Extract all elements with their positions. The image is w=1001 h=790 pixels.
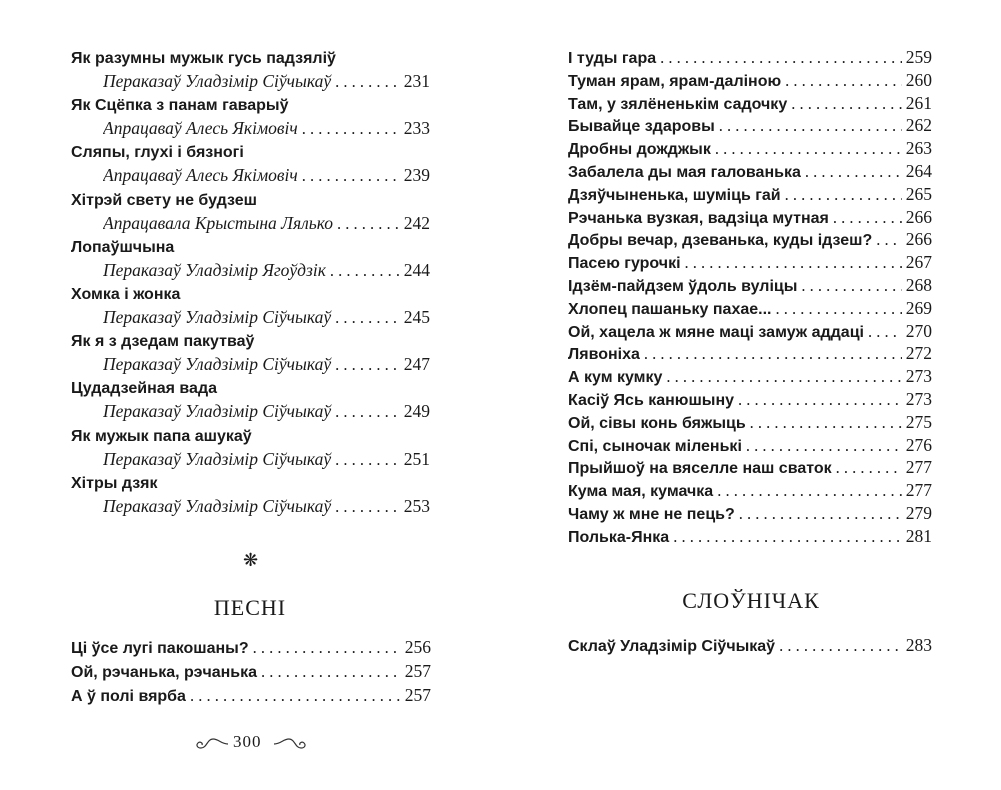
dot-leader — [779, 635, 902, 657]
tale-credit-row[interactable] — [103, 495, 430, 518]
song-toc-row-label: Спі, сыночак міленькі — [568, 437, 742, 455]
song-toc-row[interactable] — [568, 388, 932, 412]
song-toc-row[interactable] — [71, 684, 431, 708]
song-toc-row[interactable] — [71, 636, 431, 660]
song-toc-row-page: 257 — [404, 685, 431, 705]
dot-leader — [876, 229, 902, 251]
song-toc-row-page: 264 — [905, 161, 932, 181]
song-toc-row[interactable] — [568, 297, 932, 321]
song-toc-row[interactable] — [568, 183, 932, 207]
tale-title[interactable]: Як разумны мужык гусь падзяліў — [71, 50, 336, 67]
dot-leader — [253, 637, 401, 659]
song-toc-row-page: 267 — [905, 252, 932, 273]
tale-credit-row-page: 249 — [403, 401, 430, 422]
dot-leader — [785, 70, 902, 92]
song-toc-row[interactable] — [568, 69, 932, 93]
tale-credit-row-page: 233 — [403, 118, 430, 139]
song-toc-row-page: 281 — [905, 525, 932, 546]
song-toc-row-label: А кум кумку — [568, 369, 663, 387]
tale-credit-row-label: Апрацаваў Алесь Якімовіч — [103, 165, 298, 186]
tale-credit-row[interactable] — [103, 400, 430, 423]
dot-leader — [335, 449, 400, 471]
dot-leader — [791, 93, 902, 115]
song-toc-row[interactable] — [568, 46, 932, 70]
song-toc-row-page: 265 — [905, 183, 932, 204]
tale-credit-row-label: Пераказаў Уладзімір Сіўчыкаў — [103, 354, 332, 375]
song-toc-row-page: 270 — [905, 320, 932, 341]
song-toc-row-label: Лявоніха — [568, 346, 640, 364]
dot-leader — [785, 184, 902, 206]
song-toc-row[interactable] — [568, 525, 932, 549]
song-toc-row[interactable] — [568, 137, 932, 161]
tale-title[interactable]: Хітры дзяк — [71, 474, 158, 492]
dot-leader — [750, 412, 902, 434]
tale-credit-row-label: Апрацавала Крыстына Лялько — [103, 212, 333, 233]
song-toc-row-label: Туман ярам, ярам-даліною — [568, 72, 782, 90]
song-toc-row-page: 266 — [905, 229, 932, 250]
song-toc-row-page: 263 — [905, 138, 932, 159]
song-toc-row-label: Чаму ж мне не пець? — [568, 506, 735, 523]
song-toc-row-page: 273 — [905, 366, 932, 387]
song-toc-row[interactable] — [568, 502, 932, 526]
glossary-author: Склаў Уладзімір Сіўчыкаў — [568, 638, 776, 655]
song-toc-row[interactable] — [568, 365, 932, 389]
song-toc-row-label: Ідзём-пайдзем ўдоль вуліцы — [568, 278, 798, 295]
song-toc-row-label: Забалела ды мая галованька — [568, 164, 801, 181]
tale-credit-row[interactable] — [103, 306, 430, 329]
song-toc-row-page: 256 — [404, 637, 431, 657]
dot-leader — [337, 213, 400, 235]
dot-leader — [868, 321, 902, 343]
right-flourish-icon — [273, 738, 307, 750]
tale-title[interactable]: Лопаўшчына — [71, 238, 175, 256]
tale-credit-row-page: 253 — [403, 495, 430, 516]
song-toc-row[interactable] — [568, 434, 932, 458]
song-toc-row-label: А ў полі вярба — [71, 688, 186, 705]
song-toc-row-label: Дзяўчыненька, шуміць гай — [568, 186, 781, 204]
dot-leader — [302, 165, 400, 187]
song-toc-row-label: Дробны дожджык — [568, 141, 711, 159]
tale-credit-row-page: 251 — [403, 448, 430, 469]
tale-title[interactable]: Хітрэй свету не будзеш — [71, 191, 257, 209]
song-toc-row[interactable] — [568, 92, 932, 116]
tale-credit-row-label: Пераказаў Уладзімір Ягоўдзік — [103, 259, 326, 280]
tale-credit-row[interactable] — [103, 353, 430, 376]
tale-title[interactable]: Цудадзейная вада — [71, 380, 217, 398]
glossary-toc-row[interactable] — [568, 634, 932, 658]
song-toc-row-label: Ой, хацела ж мяне маці замуж аддаці — [568, 323, 864, 341]
tale-credit-row-label: Апрацаваў Алесь Якімовіч — [103, 118, 298, 139]
song-toc-row-label: Ой, сівы конь бяжыць — [568, 414, 746, 432]
dot-leader — [335, 307, 400, 329]
song-toc-row[interactable] — [568, 342, 932, 366]
flower-ornament-icon: ❋ — [243, 550, 259, 571]
left-page — [0, 0, 500, 790]
song-toc-row[interactable] — [568, 479, 932, 503]
song-toc-row-page: 262 — [905, 115, 932, 136]
song-toc-row[interactable] — [568, 456, 932, 480]
song-toc-row[interactable] — [568, 206, 932, 230]
tale-title[interactable]: Хомка і жонка — [71, 286, 181, 303]
song-toc-row[interactable] — [568, 160, 932, 184]
page-number: 300 — [233, 732, 262, 751]
tale-credit-row-label: Пераказаў Уладзімір Сіўчыкаў — [103, 71, 332, 91]
song-toc-row[interactable] — [568, 411, 932, 435]
song-toc-row-page: 275 — [905, 411, 932, 432]
song-toc-row-page: 272 — [905, 343, 932, 364]
song-toc-row-page: 279 — [905, 503, 932, 523]
song-toc-row-label: Рэчанька вузкая, вадзіца мутная — [568, 209, 829, 227]
dot-leader — [335, 71, 400, 93]
song-toc-row-label: Прыйшоў на вяселле наш сваток — [568, 460, 832, 478]
glossary-page: 283 — [905, 635, 932, 655]
song-toc-row-label: Там, у зялёненькім садочку — [568, 95, 788, 113]
song-toc-row-label: Кума мая, кумачка — [568, 483, 714, 501]
song-toc-row[interactable] — [71, 660, 431, 684]
tale-credit-row-label: Пераказаў Уладзімір Сіўчыкаў — [103, 307, 332, 327]
songs-heading: ПЕСНІ — [213, 595, 287, 620]
tale-credit-row-page: 231 — [403, 71, 430, 91]
dot-leader — [644, 343, 902, 365]
dot-leader — [833, 207, 902, 229]
right-page — [501, 0, 1001, 790]
dot-leader — [190, 685, 401, 707]
dot-leader — [335, 354, 400, 376]
tale-credit-row[interactable] — [103, 259, 430, 282]
song-toc-row-page: 277 — [905, 457, 932, 478]
dot-leader — [719, 115, 902, 137]
song-toc-row-page: 261 — [905, 92, 932, 113]
dot-leader — [261, 661, 401, 683]
dot-leader — [739, 503, 902, 525]
tale-credit-row-page: 245 — [403, 307, 430, 327]
tale-credit-row-label: Пераказаў Уладзімір Сіўчыкаў — [103, 448, 332, 469]
song-toc-row-page: 259 — [905, 47, 932, 67]
dot-leader — [666, 366, 901, 388]
dot-leader — [685, 252, 902, 274]
song-toc-row-label: Ці ўсе лугі пакошаны? — [71, 640, 249, 657]
song-toc-row-page: 276 — [905, 434, 932, 455]
song-toc-row-page: 266 — [905, 206, 932, 227]
tale-credit-row[interactable] — [103, 70, 430, 93]
song-toc-row[interactable] — [568, 320, 932, 344]
dot-leader — [660, 47, 902, 69]
dot-leader — [738, 389, 902, 411]
song-toc-row[interactable] — [568, 251, 932, 275]
song-toc-row-label: Бывайце здаровы — [568, 118, 715, 136]
dot-leader — [302, 118, 400, 140]
song-toc-row-label: Ой, рэчанька, рэчанька — [71, 664, 258, 681]
dot-leader — [330, 260, 400, 282]
song-toc-row-page: 268 — [905, 275, 932, 295]
song-toc-row-label: Пасею гурочкі — [568, 255, 681, 273]
tale-credit-row[interactable] — [103, 212, 430, 235]
tale-credit-row-page: 242 — [403, 212, 430, 233]
song-toc-row-label: Хлопец пашаньку пахае... — [568, 300, 772, 318]
tale-credit-row-page: 239 — [403, 165, 430, 186]
song-toc-row-label: Касіў Ясь канюшыну — [568, 392, 735, 409]
dot-leader — [836, 457, 902, 479]
dot-leader — [746, 435, 902, 457]
song-toc-row-label: Полька-Янка — [568, 528, 670, 546]
song-toc-row-page: 277 — [905, 480, 932, 501]
tale-credit-row-page: 247 — [403, 354, 430, 375]
page-footer — [195, 732, 307, 756]
tale-credit-row-label: Пераказаў Уладзімір Сіўчыкаў — [103, 401, 332, 422]
song-toc-row-page: 257 — [404, 661, 431, 681]
tale-title[interactable]: Як я з дзедам пакутваў — [71, 333, 255, 351]
song-toc-row-label: І туды гара — [568, 50, 657, 67]
tale-credit-row-page: 244 — [403, 259, 430, 280]
song-toc-row-page: 273 — [905, 389, 932, 409]
dot-leader — [715, 138, 902, 160]
tale-credit-row-label: Пераказаў Уладзімір Сіўчыкаў — [103, 495, 332, 516]
tale-credit-row[interactable] — [103, 448, 430, 471]
dot-leader — [673, 526, 902, 548]
dot-leader — [805, 161, 902, 183]
tale-title[interactable]: Як Сцёпка з панам гаварыў — [71, 97, 289, 115]
dot-leader — [335, 401, 400, 423]
glossary-heading: СЛОЎНІЧАК — [682, 588, 820, 613]
left-flourish-icon — [195, 738, 229, 750]
tale-credit-row[interactable] — [103, 117, 430, 140]
dot-leader — [335, 496, 400, 518]
song-toc-row-page: 260 — [905, 69, 932, 90]
dot-leader — [717, 480, 902, 502]
dot-leader — [801, 275, 901, 297]
song-toc-row-label: Добры вечар, дзеванька, куды ідзеш? — [568, 232, 873, 250]
song-toc-row[interactable] — [568, 114, 932, 138]
dot-leader — [775, 298, 901, 320]
tale-title[interactable]: Сляпы, глухі і бязногі — [71, 144, 244, 162]
tale-title[interactable]: Як мужык папа ашукаў — [71, 427, 252, 445]
song-toc-row[interactable] — [568, 228, 932, 252]
tale-credit-row[interactable] — [103, 164, 430, 187]
song-toc-row[interactable] — [568, 274, 932, 298]
song-toc-row-page: 269 — [905, 297, 932, 318]
